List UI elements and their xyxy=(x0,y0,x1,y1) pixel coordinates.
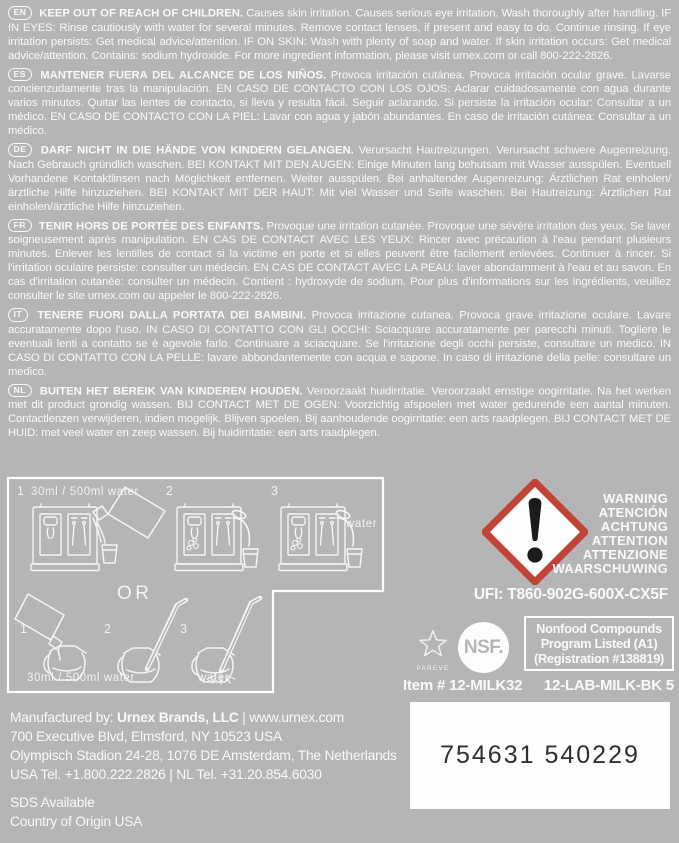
or-label: OR xyxy=(117,583,153,604)
manufacturer-line1 xyxy=(10,708,397,727)
warning-heading-it: TENERE FUORI DALLA PORTATA DEI BAMBINI. xyxy=(37,309,307,322)
foam-icon xyxy=(291,538,302,550)
foam-icon xyxy=(187,538,198,550)
warning-section-nl xyxy=(8,384,671,441)
water-label-pitchers: water xyxy=(198,672,230,684)
item-number-row xyxy=(403,677,674,694)
sds-available: SDS Available xyxy=(10,795,95,810)
warning-heading-fr: TENIR HORS DE PORTÉE DES ENFANTS. xyxy=(38,220,264,232)
warning-body-fr: Provoque une irritation cutanée. Provoque une sévère irritation des yeux. Se laver soigneusement après manipulation. EN CAS DE CONTACT AVEC LES YEUX: Rincer avec précaution à l'eau pendant plusieurs minutes. Enlever les lentilles de contact si la victime en porte et si elles peuvent être facilement enlevées. Continuer à rincer. Si l'irritation oculaire persiste: consulter un médecin. EN CAS DE CONTACT AVEC LA PEAU: laver abondamment à l'eau et au savon. En cas d'irritation cutanée: consulter un médecin. Contient : hydroxyde de sodium. Pour plus d'informations sur les ingrédients, veuillez consulter le site urnex.com ou appeler le 800-222-2826. xyxy=(8,220,671,302)
instructions-diagram xyxy=(0,472,400,702)
warning-section-es xyxy=(8,68,671,139)
warning-heading-nl: BUITEN HET BEREIK VAN KINDEREN HOUDEN. xyxy=(39,385,303,397)
pareve-mark xyxy=(411,629,455,672)
country-of-origin: Country of Origin USA xyxy=(10,814,143,829)
warning-body-en: Causes skin irritation. Causes serious eye irritation. Wash thoroughly after handling. IF IN EYES: Rinse cautiously with water for several minutes. Remove contact lenses, if present and easy to do. Continue rinsing. If eye irritation persists: Get medical advice/attention. IF ON SKIN: Wash with plenty of soap and water. If skin irritation occurs: Get medical advice/attention. Contains: sodium hydroxide. For more ingredient information, please visit urnex.com or call 800-222-2826. xyxy=(8,7,671,62)
nonfood-line3: (Registration #138819) xyxy=(534,651,664,666)
ufi-code: UFI: T860-902G-600X-CX5F xyxy=(473,586,668,603)
warning-section-de xyxy=(8,143,671,214)
manufacturer-block xyxy=(10,708,397,831)
nsf-label: NSF. xyxy=(463,636,504,658)
water-label-machines: water xyxy=(346,518,378,530)
warning-body-nl: Veroorzaakt huidirritatie. Veroorzaakt ernstige oogirritatie. Na het werken met dit product grondig wassen. BIJ CONTACT MET DE OGEN: Voorzichtig afspoelen met water gedurende een aantal minuten. Contactlenzen verwijderen, indien mogelijk. Blijven spoelen. Bij aanhoudende oogirritatie: een arts raadplegen. BIJ CONTACT MET DE HUID: met veel water en zeep wassen. Bij huidirritatie: een arts raadplegen. xyxy=(8,385,671,439)
step-3-number: 3 xyxy=(271,484,279,498)
nonfood-line2: Program Listed (A1) xyxy=(540,636,658,651)
nonfood-line1: Nonfood Compounds xyxy=(536,621,662,636)
manufacturer-address-nl: Olympisch Stadion 24-28, 1076 DE Amsterdam, The Netherlands xyxy=(10,748,397,763)
lang-badge-fr: FR xyxy=(8,219,32,233)
warning-section-fr xyxy=(8,219,671,304)
nsf-logo xyxy=(458,622,509,673)
barcode-number: 754631 540229 xyxy=(440,741,640,769)
label-code: 12-LAB-MILK-BK 5 xyxy=(543,677,674,694)
signal-word-it: ATTENZIONE xyxy=(582,546,668,562)
mfg-website: | www.urnex.com xyxy=(238,710,345,725)
signal-word-block xyxy=(552,492,668,575)
mfg-company: Urnex Brands, LLC xyxy=(117,710,239,725)
signal-word-de: ACHTUNG xyxy=(600,518,668,534)
signal-word-fr: ATTENTION xyxy=(591,532,668,548)
item-number: Item # 12-MILK32 xyxy=(403,677,523,694)
barcode-panel xyxy=(410,702,670,809)
diagram-border xyxy=(8,478,383,692)
warning-section-it xyxy=(8,308,671,379)
cup-icon xyxy=(102,545,117,563)
step-3-number-pitcher: 3 xyxy=(180,622,188,636)
lang-badge-de: DE xyxy=(8,143,32,157)
signal-word-en: WARNING xyxy=(603,491,668,506)
nsf-registration-box xyxy=(524,616,674,671)
manufacturer-phones: USA Tel. +1.800.222.2826 | NL Tel. +31.20.854.6030 xyxy=(10,767,322,782)
pareve-label: PAREVE xyxy=(416,665,450,672)
warning-body-es: Provoca irritación cutánea. Provoca irritación ocular grave. Lavarse concienzudamente tras la manipulación. EN CASO DE CONTACTO CON LOS OJOS: Aclarar cuidadosamente con agua durante varios minutos. Quitar las lentes de contacto, si lleva y resulta fácil. Seguir aclarando. Si persiste la irritación ocular: Consultar a un médico. EN CASO DE CONTACTO CON LA PIEL: Lavar con agua y jabón abundantes. En caso de irritación cutánea: Consultar a un médico. xyxy=(8,69,671,137)
warning-heading-de: DARF NICHT IN DIE HÄNDE VON KINDERN GELANGEN. xyxy=(40,144,354,157)
cup-icon xyxy=(243,549,258,567)
warning-body-it: Provoca irritazione cutanea. Provoca grave irritazione oculare. Lavare accuratamente dopo l'uso. IN CASO DI CONTATTO CON GLI OCCHI: Sciacquare accuratamente per parecchi minuti. Togliere le eventuali lenti a contatto se è agevole farlo. Continuare a sciacquare. Se l'irritazione degli occhi persiste, consultare un medico. IN CASO DI CONTATTO CON LA PELLE: lavare abbondantemente con acqua e sapone. In caso di irritazione della pelle: consultare un medico. xyxy=(8,309,671,378)
warning-text-block xyxy=(8,6,671,470)
dose-label-machines: 30ml / 500ml water xyxy=(31,486,139,498)
lang-badge-it: IT xyxy=(8,308,28,322)
manufacturer-address-us: 700 Executive Blvd, Elmsford, NY 10523 USA xyxy=(10,729,283,744)
warning-heading-en: KEEP OUT OF REACH OF CHILDREN. xyxy=(39,7,244,20)
lang-badge-en: EN xyxy=(8,6,32,20)
signal-word-es: ATENCIÓN xyxy=(598,504,668,520)
espresso-machine-icon xyxy=(31,504,99,571)
dose-label-pitchers: 30ml / 500ml water xyxy=(27,672,135,684)
warning-body-de: Verursacht Hautreizungen. Verursacht schwere Augenreizung. Nach Gebrauch gründlich waschen. BEI KONTAKT MIT DEN AUGEN: Einige Minuten lang behutsam mit Wasser ausspülen. Eventuell Vorhandene Kontaktlinsen nach Möglichkeit entfernen. Weiter ausspülen. Bei anhaltender Augenreizung: Ärztlichen Rat einholen/ärztliche Hilfe hinzuziehen. BEI KONTAKT MIT DER HAUT: Mit viel Wasser und Seife waschen. Bei Hautreizung: Ärztlichen Rat einholen/ärztliche Hilfe hinzuziehen. xyxy=(8,144,671,213)
pareve-star-icon xyxy=(418,629,448,659)
step-1-number-pitcher: 1 xyxy=(20,622,28,636)
warning-heading-es: MANTENER FUERA DEL ALCANCE DE LOS NIÑOS. xyxy=(40,69,327,81)
warning-section-en xyxy=(8,6,671,63)
mfg-prefix: Manufactured by: xyxy=(10,710,118,725)
signal-word-nl: WAARSCHUWING xyxy=(552,560,668,576)
step-2-number: 2 xyxy=(166,484,174,498)
lang-badge-nl: NL xyxy=(8,384,32,398)
lang-badge-es: ES xyxy=(8,68,32,82)
cup-icon xyxy=(347,549,362,567)
step-2-number-pitcher: 2 xyxy=(104,622,112,636)
step-1-number: 1 xyxy=(17,484,25,498)
